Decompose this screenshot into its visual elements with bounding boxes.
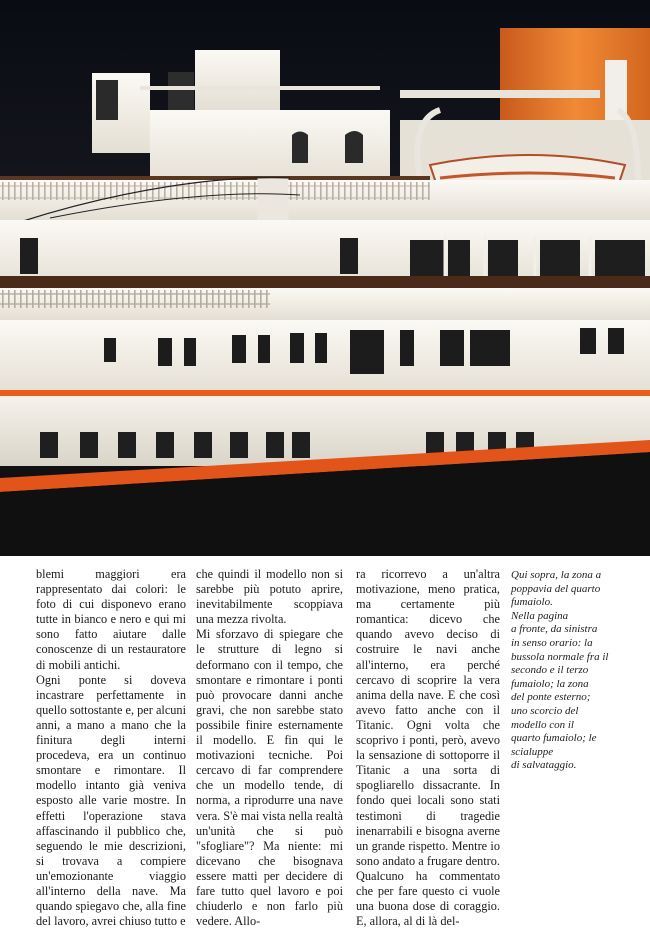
lower-superstructure [0,320,650,396]
railing-post [236,182,238,200]
railing-post [218,182,220,200]
railing-post [212,290,214,308]
railing-post [236,290,238,308]
railing-post [344,182,346,200]
railing-post [368,182,370,200]
railing-post [248,290,250,308]
railing-post [56,290,58,308]
railing-post [26,290,28,308]
caption-line: bussola normale fra il [511,650,609,663]
railing-post [302,182,304,200]
railing-post [110,290,112,308]
caption-line: secondo e il terzo [511,664,589,677]
railing-post [164,182,166,200]
railing-post [314,182,316,200]
railing-post [104,290,106,308]
porthole [156,432,174,458]
railing-post [98,182,100,200]
railing-post [404,182,406,200]
railing-post [218,290,220,308]
railing-post [242,182,244,200]
railing-post [194,290,196,308]
railing-post [146,290,148,308]
railing-post [140,290,142,308]
caption-line: in senso orario: la [511,636,593,649]
railing-post [290,182,292,200]
railing-post [188,290,190,308]
railing-post [104,182,106,200]
railing-post [350,182,352,200]
railing-post [428,182,430,200]
caption-line: uno scorcio del [511,704,579,717]
railing-post [20,182,22,200]
railing-post [362,182,364,200]
railing-post [50,182,52,200]
railing-post [200,290,202,308]
caption-line: fumaiolo; la zona [511,677,589,690]
railing-post [122,290,124,308]
article-column-1 [36,567,186,929]
porthole [40,432,58,458]
paragraph: che quindi il modello non si sarebbe più potuto aprire, inevitabilmente scoppiava una mezza rivolta. [196,567,343,627]
railing-post [116,182,118,200]
railing-post [170,290,172,308]
railing-post [416,182,418,200]
railing-post [326,182,328,200]
railing-post [200,182,202,200]
railing-post [266,290,268,308]
railing-post [242,290,244,308]
caption-line: poppavia del quarto [511,582,601,595]
railing-post [308,182,310,200]
caption-line: modello con il [511,718,574,731]
railing-post [14,290,16,308]
railing-post [134,182,136,200]
railing-post [2,290,4,308]
railing-post [38,182,40,200]
caption-line: del ponte esterno; [511,691,591,704]
promenade-deck [0,276,650,320]
railing-post [398,182,400,200]
railing-post [86,182,88,200]
railing-post [158,182,160,200]
railing-post [332,182,334,200]
porthole [80,432,98,458]
railing-post [128,290,130,308]
railing-post [86,290,88,308]
railing-post [224,290,226,308]
porthole [194,432,212,458]
paragraph: blemi maggiori era rappresentato dai colori: le foto di cui disponevo erano tutte in bianco e nero e qui mi sono fatto aiutare dalle conoscenze di un restauratore di mobili antichi. [36,567,186,672]
railing-post [182,290,184,308]
railing-post [8,290,10,308]
railing-post [254,182,256,200]
railing-post [254,290,256,308]
porthole [118,432,136,458]
railing-post [152,290,154,308]
railing-post [176,290,178,308]
caption-line: a fronte, da sinistra [511,623,598,636]
railing-post [386,182,388,200]
railing-post [380,182,382,200]
caption-line: scialuppe [511,745,554,758]
railing-post [14,182,16,200]
porthole [292,432,310,458]
railing-post [248,182,250,200]
paragraph: Ogni ponte si doveva incastrare perfettamente in quello sottostante e, per alcuni anni, a mano a mano che la finitura degli interni procedeva, era un continuo smontare e rimontare. Il modello intanto già veniva esposto alle varie mostre. In effetti l'operazione stava affascinando il pubblico che, seguendo le mie descrizioni, si trovava a compiere un'emozionante viaggio all'interno della nave. Ma quando spiegavo che, alla fine del lavoro, avrei chiuso tutto e [36,672,186,929]
railing-post [56,182,58,200]
railing-post [338,182,340,200]
railing-post [296,182,298,200]
railing-post [62,182,64,200]
railing-post [356,182,358,200]
railing-post [146,182,148,200]
paragraph: ra ricorrevo a un'altra motivazione, meno pratica, ma certamente più romantica: dicevo che quando avevo deciso di costruire le navi anche all'interno, era perché cercavo di scoprire la vera anima della nave. E che così avevo fatto anche con il Titanic. Ogni volta che scoprivo i ponti, però, avevo la sensazione di sottoporre il Titanic a una sorta di spogliarello dissacrante. In fondo quei locali sono stati testimoni di tragedie inenarrabili e bisogna averne un grande rispetto. Mentre io sono andato a frugare dentro. Qualcuno ha commentato che per fare questo ci vuole una buona dose di coraggio. E, allora, al di là del- [356,567,500,929]
article-column-3 [356,567,500,929]
porthole [230,432,248,458]
railing-post [212,182,214,200]
porthole [266,432,284,458]
railing-post [38,290,40,308]
railing-post [122,182,124,200]
railing-post [128,182,130,200]
boat-deck [0,176,650,220]
railing-post [230,290,232,308]
railing-post [32,182,34,200]
caption-line: di salvataggio. [511,759,577,772]
hull-shape [0,396,650,556]
railing-post [158,290,160,308]
railing-post [92,182,94,200]
railing-post [260,290,262,308]
caption-line: Qui sopra, la zona a [511,569,602,581]
railing-post [374,182,376,200]
photo-caption [511,569,637,773]
article-column-2 [196,567,343,929]
railing-post [74,182,76,200]
railing-post [32,290,34,308]
railing-post [410,182,412,200]
railing-post [8,182,10,200]
railing-post [98,290,100,308]
railing-post [170,182,172,200]
railing-post [20,290,22,308]
railing-post [44,290,46,308]
railing-post [392,182,394,200]
paragraph: Mi sforzavo di spiegare che le strutture di legno si deformano con il tempo, che smontare e rimontare i ponti può provocare danni anche gravi, che non sarebbe stato possibile finire esternamente il modello. E fin qui le motivazioni tecniche. Poi cercavo di far comprendere che un modello tende, di norma, a riprodurre una nave vera. S'è mai vista nella realtà un'unità che si può "sfogliare"? Ma niente: mi dicevano che bisognava essere matti per decidere di fare tutto quel lavoro e poi chiuderlo e non farlo più vedere. Allo- [196,627,343,929]
railing-post [80,182,82,200]
railing-post [320,182,322,200]
railing-post [62,290,64,308]
railing-post [152,182,154,200]
railing-post [422,182,424,200]
railing-post [68,290,70,308]
caption-line: Nella pagina [511,609,569,622]
railing-post [224,182,226,200]
railing-post [230,182,232,200]
railing-post [116,290,118,308]
caption-line: fumaiolo. [511,596,553,609]
railing-post [44,182,46,200]
railing-post [74,290,76,308]
railing-post [26,182,28,200]
railing-post [134,290,136,308]
railing-post [206,290,208,308]
railing-post [50,290,52,308]
caption-line: quarto fumaiolo; le [511,732,597,745]
railing-post [80,290,82,308]
railing-post [194,182,196,200]
railing-post [206,182,208,200]
railing-post [2,182,4,200]
railing-post [68,182,70,200]
railing-post [92,290,94,308]
railing-post [164,290,166,308]
